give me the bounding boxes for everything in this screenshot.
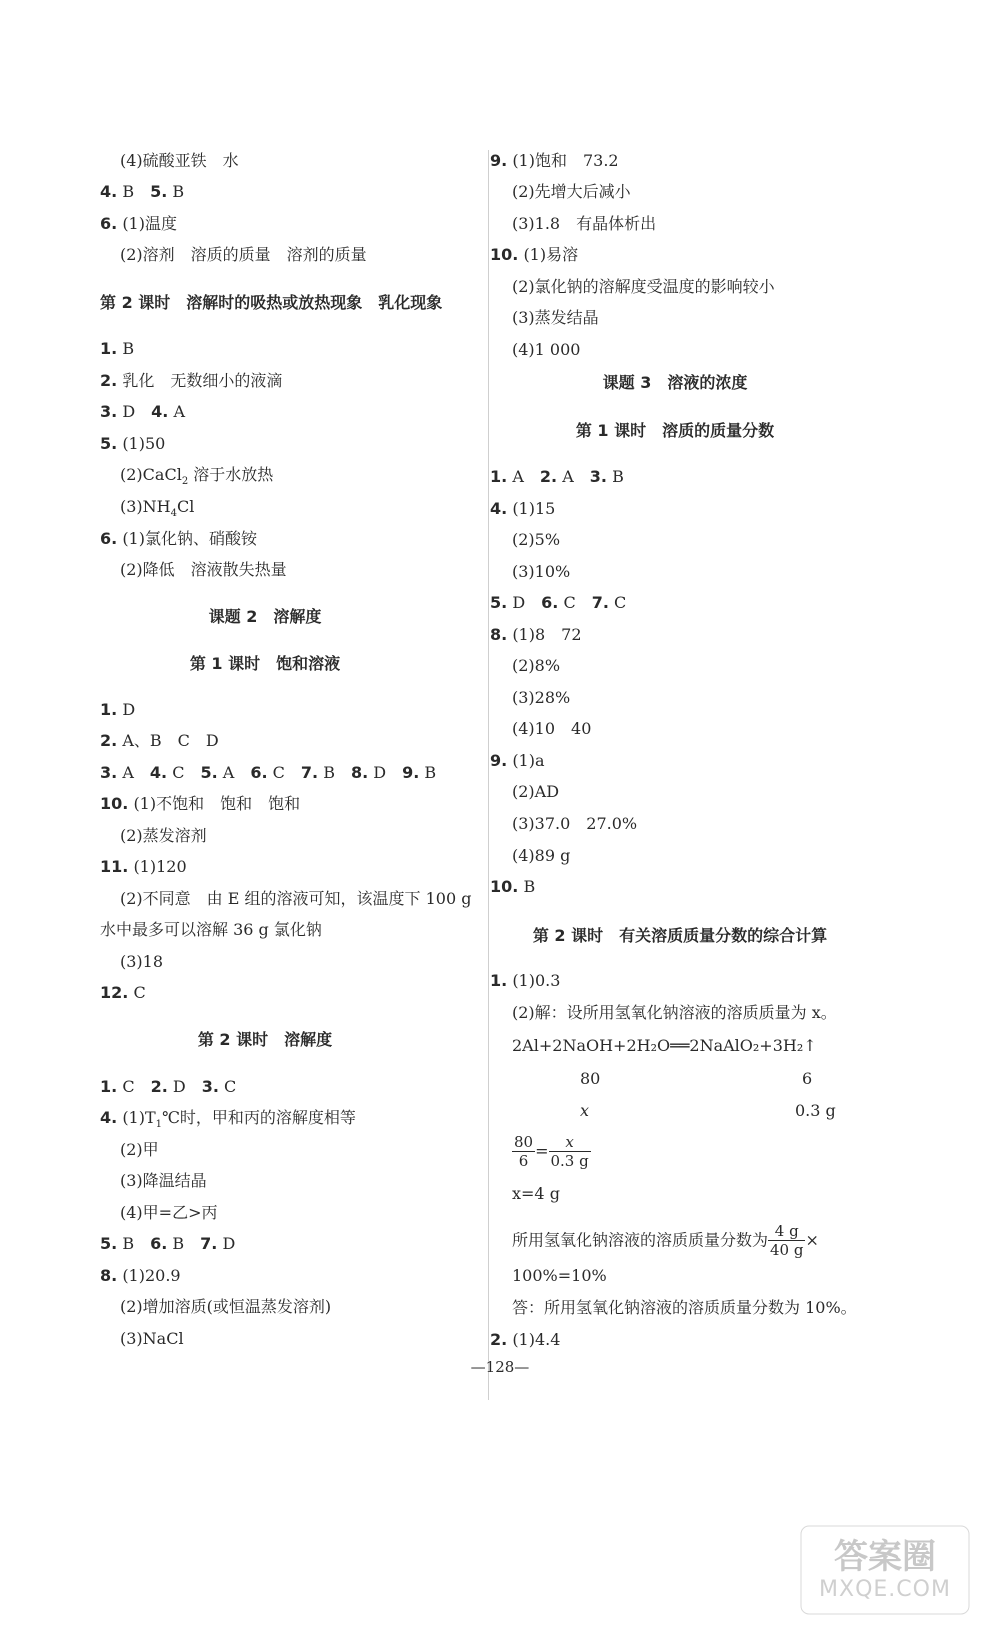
topic-heading: 课题 3 溶液的浓度 [602,373,748,392]
answer-line: 100%=10% [512,1266,607,1285]
answer-line: (3)37.0 27.0% [512,814,638,833]
answer-line: (3)10% [512,562,571,581]
lesson-heading: 第 2 课时 溶解度 [197,1030,333,1049]
answer-line: 9. (1)a [490,751,545,770]
answer-line: (2)溶剂 溶质的质量 溶剂的质量 [120,245,367,264]
answer-line: 10. B [490,877,536,896]
answer-line: (2)蒸发溶剂 [120,826,207,845]
answer-line: 答：所用氢氧化钠溶液的溶质质量分数为 10%。 [512,1298,857,1317]
answer-line: (4)硫酸亚铁 水 [120,151,239,170]
answer-line: 4. (1)15 [490,499,556,518]
answer-line: (2)解：设所用氢氧化钠溶液的溶质质量为 x。 [512,1003,837,1022]
answer-line: 8. (1)20.9 [100,1266,181,1285]
answer-line: (4)甲=乙>丙 [120,1203,218,1222]
answer-line: (3)蒸发结晶 [512,308,599,327]
equation-value: 6 [802,1069,813,1088]
answer-line: (2)CaCl$_2$ 溶于水放热 [120,465,274,488]
answer-line: 1. C 2. D 3. C [100,1077,237,1096]
answer-line: 5. (1)50 [100,434,166,453]
answer-line: 2. (1)4.4 [490,1330,561,1349]
answer-line: $(3)NH_4Cl$ [120,497,195,520]
section-heading: 第 2 课时 溶解时的吸热或放热现象 乳化现象 [100,293,443,312]
answer-line: 10. (1)易溶 [490,245,579,264]
equation-value: 0.3 g [795,1101,836,1120]
answer-line: (2)氯化钠的溶解度受温度的影响较小 [512,277,775,296]
answer-line: 10. (1)不饱和 饱和 饱和 [100,794,301,813]
answer-line: 1. (1)0.3 [490,971,561,990]
answer-line: (3)NaCl [120,1329,184,1348]
equation-value: x [580,1101,590,1120]
column-divider [488,150,489,1400]
equation-value: 80 [580,1069,601,1088]
proportion: $\frac{80}{6}$ = $\frac{x}{0.3 g}$ [514,1133,589,1170]
answer-line: (3)28% [512,688,571,707]
answer-line: 2. 乳化 无数细小的液滴 [100,371,283,390]
answer-line: (3)1.8 有晶体析出 [512,214,657,233]
answer-line: (3)18 [120,952,164,971]
page-number: —128— [470,1358,530,1376]
answer-line: (2)不同意 由 E 组的溶液可知，该温度下 100 g [120,889,472,908]
lesson-heading: 第 1 课时 溶质的质量分数 [575,421,775,440]
topic-heading: 课题 2 溶解度 [208,607,322,626]
watermark-url: MXQE.COM [819,1577,951,1602]
answer-line: 5. D 6. C 7. C [490,593,627,612]
answer-line: 1. B [100,339,135,358]
answer-line: (2)5% [512,530,561,549]
answer-line: 1. A 2. A 3. B [490,467,624,486]
answer-line: 所用氢氧化钠溶液的溶质质量分数为 $\frac{4 g}{40 g}$ × [512,1222,819,1259]
answer-line: 12. C [100,983,146,1002]
answer-line: (4)89 g [512,846,571,865]
answer-line: 6. (1)氯化钠、硝酸铵 [100,529,257,548]
answer-line: (2)增加溶质(或恒温蒸发溶剂) [120,1297,332,1316]
watermark-logo [800,1525,970,1615]
answer-line: 9. (1)饱和 73.2 [490,151,619,170]
answer-line: 5. B 6. B 7. D [100,1234,236,1253]
answer-line: (2)AD [512,782,560,801]
answer-line: x=4 g [512,1184,560,1203]
answer-line: 4. $(1)T_1℃$时，甲和丙的溶解度相等 [100,1108,356,1131]
lesson-heading: 第 1 课时 饱和溶液 [189,654,341,673]
answer-line: (4)1 000 [512,340,581,359]
answer-line: 1. D [100,700,136,719]
answer-line: 8. (1)8 72 [490,625,582,644]
answer-line: 4. B 5. B [100,182,185,201]
answer-line: 3. D 4. A [100,402,186,421]
answer-line: 水中最多可以溶解 36 g 氯化钠 [100,920,322,939]
answer-line: 2. A、B C D [100,731,219,750]
chemical-equation: 2Al+2NaOH+2H₂O══2NaAlO₂+3H₂↑ [512,1036,817,1055]
answer-line: (2)先增大后减小 [512,182,631,201]
watermark-text: 答案圈 [834,1537,936,1577]
answer-line: (3)降温结晶 [120,1171,207,1190]
answer-line: 3. A 4. C 5. A 6. C 7. B 8. D 9. B [100,763,437,782]
answer-line: 11. (1)120 [100,857,187,876]
answer-line: 6. (1)温度 [100,214,177,233]
lesson-heading: 第 2 课时 有关溶质质量分数的综合计算 [532,926,828,945]
answer-line: (2)降低 溶液散失热量 [120,560,287,579]
answer-line: (2)甲 [120,1140,159,1159]
answer-line: (4)10 40 [512,719,592,738]
answer-line: (2)8% [512,656,561,675]
